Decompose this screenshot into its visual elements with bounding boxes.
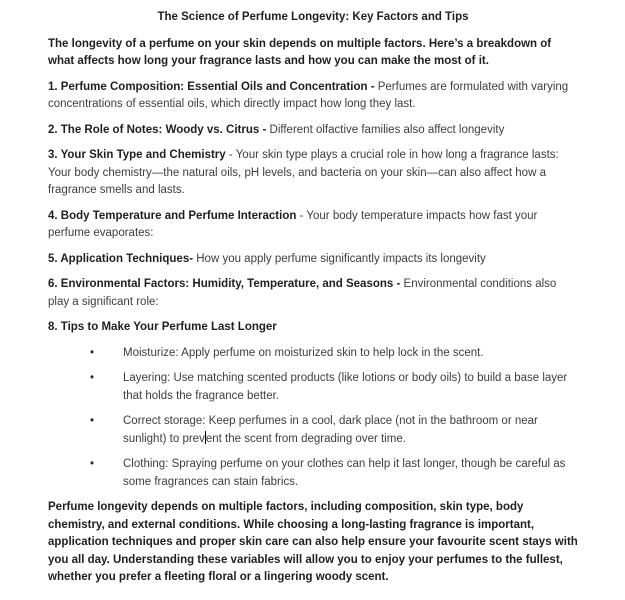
section-heading: 5. Application Techniques- [48, 252, 194, 265]
list-item[interactable] [123, 370, 578, 405]
section-body: - Your body temperature impacts how fast your perfume evaporates: [48, 209, 538, 239]
section-role-of-notes[interactable] [48, 122, 578, 140]
list-item[interactable] [123, 456, 578, 491]
document-title[interactable]: The Science of Perfume Longevity: Key Factors and Tips [157, 11, 469, 23]
tips-heading[interactable]: 8. Tips to Make Your Perfume Last Longer [48, 321, 277, 333]
section-body: - Your skin type plays a crucial role in how long a fragrance lasts: Your body chemistry—the natural oils, pH levels, and bacteria on your skin—can also affect how a fragrance smells and lasts. [48, 149, 559, 196]
conclusion-paragraph[interactable]: Perfume longevity depends on multiple factors, including composition, skin type, body chemistry, and external conditions. While choosing a long-lasting fragrance is important, application techniques and proper skin care can also help ensure your favourite scent stays with you all day. Understanding these variables will allow you to enjoy your perfumes to the fullest, whether you prefer a fleeting floral or a lingering woody scent. [48, 501, 578, 583]
section-perfume-composition[interactable] [48, 79, 578, 114]
section-heading: 4. Body Temperature and Perfume Interaction [48, 209, 297, 222]
tip-text-before-cursor: Correct storage: Keep perfumes in a cool, dark place (not in the bathroom or near sunlight) to prev [123, 415, 538, 445]
tips-list [48, 345, 578, 492]
section-application-techniques[interactable] [48, 251, 578, 269]
tip-text-after-cursor: ent the scent from degrading over time. [205, 432, 406, 445]
section-body: How you apply perfume significantly impacts its longevity [196, 252, 486, 265]
section-body: Different olfactive families also affect longevity [269, 123, 505, 136]
section-heading: 2. The Role of Notes: Woody vs. Citrus - [48, 123, 267, 136]
tip-text: Layering: Use matching scented products (like lotions or body oils) to build a base layer that holds the fragrance better. [123, 372, 568, 402]
section-body: Perfumes are formulated with varying concentrations of essential oils, which directly impact how long they last. [48, 80, 569, 110]
section-body: Environmental conditions also play a significant role: [48, 278, 557, 308]
section-body-temperature[interactable] [48, 208, 578, 243]
list-item[interactable] [123, 413, 578, 448]
tip-text: Clothing: Spraying perfume on your clothes can help it last longer, though be careful as some fragrances can stain fabrics. [123, 458, 566, 488]
section-heading: 6. Environmental Factors: Humidity, Temperature, and Seasons - [48, 278, 401, 290]
tip-text: Moisturize: Apply perfume on moisturized skin to help lock in the scent. [123, 346, 484, 359]
section-environmental-factors[interactable] [48, 276, 578, 311]
section-heading: 1. Perfume Composition: Essential Oils and Concentration - [48, 80, 375, 93]
section-heading: 3. Your Skin Type and Chemistry [48, 149, 226, 161]
intro-paragraph[interactable]: The longevity of a perfume on your skin depends on multiple factors. Here’s a breakdown of what affects how long your fragrance lasts and how you can make the most of it. [48, 37, 552, 67]
section-skin-type[interactable] [48, 147, 578, 200]
list-item[interactable] [123, 345, 578, 363]
